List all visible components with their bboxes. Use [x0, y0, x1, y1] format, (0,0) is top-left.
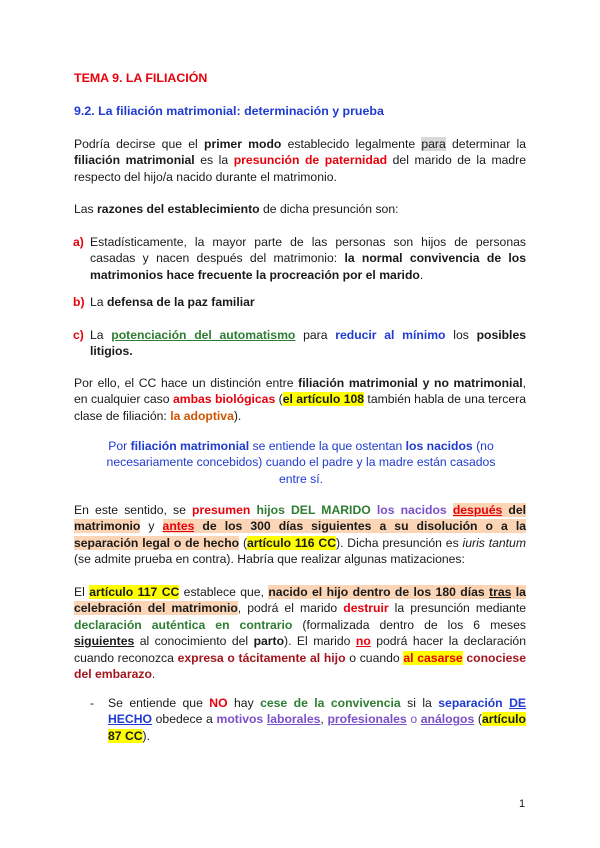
- list-marker: c): [73, 328, 84, 342]
- bullet-item-separacion: - Se entiende que NO hay cese de la convivencia si la separación DE HECHO obedece a motivos laborales, profesionales o análogos (artículo 87 CC).: [90, 696, 526, 743]
- definition-box: Por filiación matrimonial se entiende la que ostentan los nacidos (no necesariamente concebidos) cuando el padre y la madre están casados entre sí.: [106, 439, 496, 486]
- paragraph-razones: Las razones del establecimiento de dicha presunción son:: [74, 202, 399, 216]
- paragraph-primer-modo: Podría decirse que el primer modo establecido legalmente para determinar la filiación matrimonial es la presunción de paternidad del marido de la madre respecto del hijo/a nacido durante el matrimonio.: [74, 137, 527, 184]
- list-marker: b): [73, 295, 85, 309]
- list-item-a: a) Estadísticamente, la mayor parte de las personas son hijos de personas casadas y nacen después del matrimonio: la normal convivencia de los matrimonios hace frecuente la procreación por el marido.: [73, 235, 526, 282]
- bullet-dash: -: [90, 696, 95, 710]
- page-number: 1: [519, 798, 526, 810]
- paragraph-articulo-117: El artículo 117 CC establece que, nacido el hijo dentro de los 180 días tras la celebración del matrimonio, podrá el marido destruir la presunción mediante declaración auténtica en contrario (formalizada dentro de los 6 meses siguientes al conocimiento del parto). El marido no podrá hacer la declaración cuando reconozca expresa o tácitamente al hijo o cuando al casarse conociese del embarazo.: [74, 585, 527, 682]
- section-subtitle: 9.2. La filiación matrimonial: determinación y prueba: [74, 104, 384, 118]
- list-item-c: c) La potenciación del automatismo para reducir al mínimo los posibles litigios.: [73, 328, 527, 359]
- list-item-b: b) La defensa de la paz familiar: [73, 295, 255, 309]
- paragraph-presumen: En este sentido, se presumen hijos DEL MARIDO los nacidos después del matrimonio y antes de los 300 días siguientes a su disolución o a la separación legal o de hecho (artículo 116 CC). Dicha presunción es iuris tantum (se admite prueba en contra). Habría que realizar algunas matizaciones:: [74, 503, 527, 567]
- paragraph-distincion: Por ello, el CC hace un distinción entre filiación matrimonial y no matrimonial, en cualquier caso ambas biológicas (el artículo 108 también habla de una tercera clase de filiación: la adoptiva).: [74, 376, 527, 423]
- page-title: TEMA 9. LA FILIACIÓN: [74, 71, 208, 85]
- list-marker: a): [73, 235, 84, 249]
